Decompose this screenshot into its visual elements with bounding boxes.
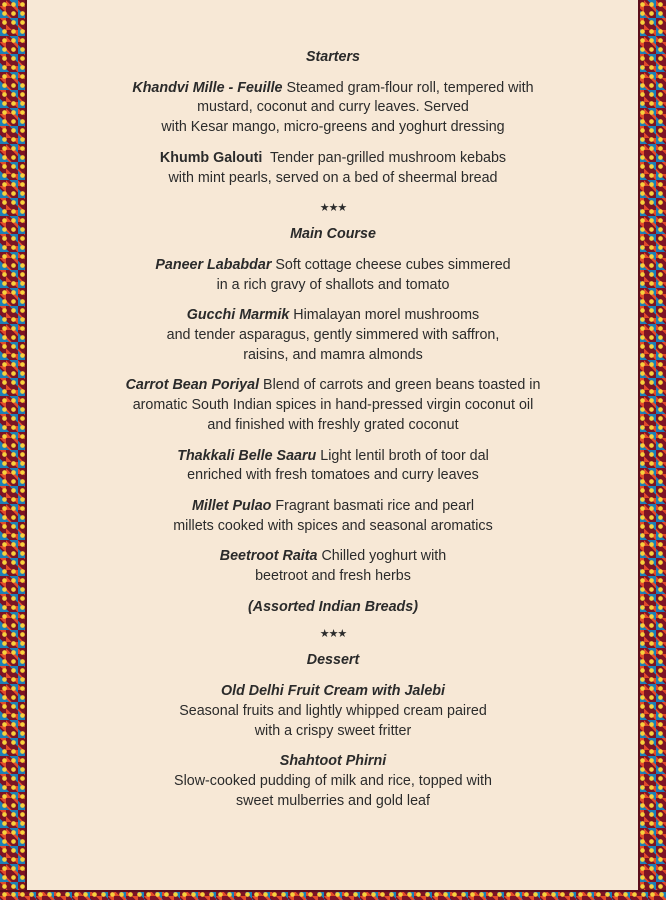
menu-item-description: with mint pearls, served on a bed of sheermal bread xyxy=(168,169,498,186)
menu-item-description: Himalayan morel mushrooms xyxy=(289,307,480,324)
menu-item-line xyxy=(40,306,626,326)
decorative-border-bottom xyxy=(0,890,666,900)
menu-item-name: Thakkali Belle Saaru xyxy=(177,447,317,464)
menu-item xyxy=(40,376,626,435)
menu-item-name: Khumb Galouti xyxy=(159,149,263,166)
menu-item-line xyxy=(40,79,626,99)
menu-item-description: Chilled yoghurt with xyxy=(317,548,447,565)
menu-item-name: Gucchi Marmik xyxy=(186,307,290,324)
menu-item-description: and tender asparagus, gently simmered with saffron, xyxy=(166,327,500,344)
menu-item-description: mustard, coconut and curry leaves. Served xyxy=(197,99,469,116)
menu-item-description: in a rich gravy of shallots and tomato xyxy=(216,276,450,293)
menu-item-description: Soft cottage cheese cubes simmered xyxy=(271,256,511,273)
menu-item xyxy=(40,79,626,138)
menu-item-description: Slow-cooked pudding of milk and rice, topped with xyxy=(174,772,492,789)
menu-item-description: Tender pan-grilled mushroom kebabs xyxy=(262,149,507,166)
menu-item-line xyxy=(40,256,626,276)
section-separator: ★★★ xyxy=(319,202,347,215)
menu-item xyxy=(40,256,626,295)
section-title-dessert: Dessert xyxy=(306,652,360,669)
menu-item-description: Seasonal fruits and lightly whipped cream paired xyxy=(179,702,487,719)
menu-item-description: Light lentil broth of toor dal xyxy=(316,447,489,464)
menu-item-description: enriched with fresh tomatoes and curry leaves xyxy=(187,467,479,484)
menu-item xyxy=(40,682,626,741)
menu-item-description: millets cooked with spices and seasonal aromatics xyxy=(173,517,493,534)
menu-item-line xyxy=(40,447,626,467)
menu-item-description: with a crispy sweet fritter xyxy=(254,722,412,739)
decorative-border-right xyxy=(638,0,666,900)
menu-item xyxy=(40,447,626,486)
menu-item-line xyxy=(40,547,626,567)
menu-item xyxy=(40,497,626,536)
menu-item-description: Blend of carrots and green beans toasted in xyxy=(259,377,541,394)
menu-content xyxy=(40,48,626,822)
menu-item xyxy=(40,752,626,811)
menu-item xyxy=(40,149,626,188)
menu-item-description: beetroot and fresh herbs xyxy=(255,568,411,585)
menu-item-description: Steamed gram-flour roll, tempered with xyxy=(282,79,534,96)
menu-item-name: Old Delhi Fruit Cream with Jalebi xyxy=(220,683,446,700)
section-title-main-course: Main Course xyxy=(290,226,376,243)
menu-item-description: Fragrant basmati rice and pearl xyxy=(271,497,475,514)
section-separator: ★★★ xyxy=(319,628,347,641)
menu-item-description: with Kesar mango, micro-greens and yoghurt dressing xyxy=(161,119,505,136)
menu-item-line xyxy=(40,497,626,517)
menu-item-line xyxy=(40,376,626,396)
menu-item-name: Millet Pulao xyxy=(191,497,272,514)
menu-item-description: and finished with freshly grated coconut xyxy=(207,416,459,433)
menu-item-description: raisins, and mamra almonds xyxy=(243,346,423,363)
section-title-starters: Starters xyxy=(305,49,361,65)
decorative-border-left xyxy=(0,0,27,900)
menu-item-description: sweet mulberries and gold leaf xyxy=(236,792,430,809)
menu-item-line xyxy=(40,149,626,169)
assorted-breads-note: (Assorted Indian Breads) xyxy=(247,598,418,615)
menu-item xyxy=(40,547,626,586)
menu-item-description: aromatic South Indian spices in hand-pressed virgin coconut oil xyxy=(132,397,534,414)
menu-item-name: Beetroot Raita xyxy=(219,548,318,565)
menu-item xyxy=(40,306,626,365)
menu-item-name: Paneer Lababdar xyxy=(155,256,272,273)
menu-item-name: Carrot Bean Poriyal xyxy=(125,377,260,394)
menu-item-name: Khandvi Mille - Feuille xyxy=(132,79,283,96)
menu-item-name: Shahtoot Phirni xyxy=(279,753,387,770)
